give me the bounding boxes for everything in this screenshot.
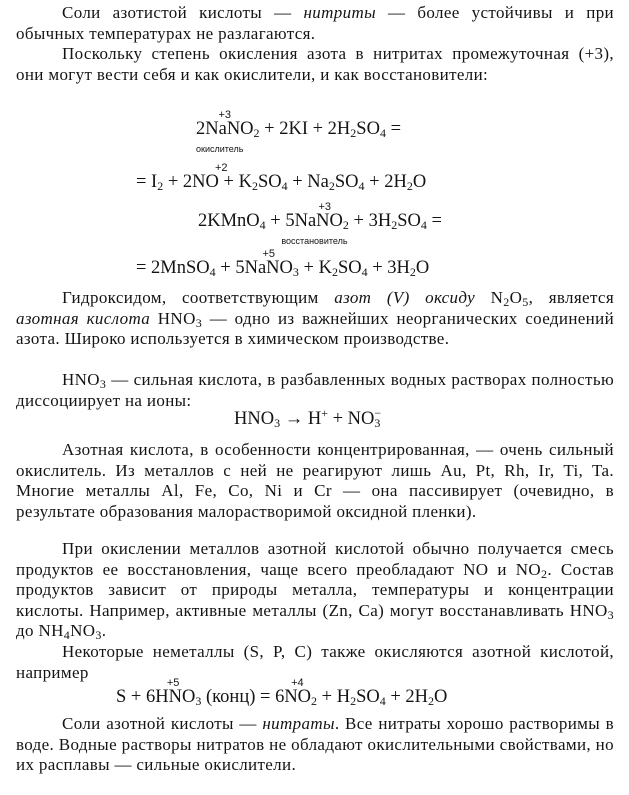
subscript: 2 [251, 179, 258, 193]
subscript: 3 [99, 377, 107, 391]
text: Азотная кислота, в особенности концентрированная, — очень сильный окислитель. Из металлов с ней не реагируют лишь Au, Pt, Rh, Ir, Ti, Ta. Многие металлы Al, Fe, Co, Ni и Cr — она пассивирует (очевидно, в результате образования малорастворимой оксидной пленки). [16, 440, 614, 521]
term-nitrates: нитраты [262, 714, 335, 733]
text: Гидроксидом, соответствующим [62, 288, 335, 307]
subscript: 4 [358, 179, 365, 193]
text: HNO [62, 370, 100, 389]
formula: → H [280, 409, 322, 429]
formula: 2NaNO [196, 119, 254, 139]
oxidation-state: +3 [318, 201, 332, 213]
subscript: 2 [406, 179, 413, 193]
formula: + K [298, 258, 332, 278]
formula: 6HNO [145, 687, 196, 707]
subscript: 3 [607, 607, 614, 622]
paragraph-nonmetals [16, 642, 614, 683]
formula: SO [337, 258, 362, 278]
text: N [475, 288, 504, 307]
subscript: 2 [311, 694, 318, 708]
text: . [101, 621, 107, 640]
subscript: 2 [331, 265, 338, 279]
paragraph-metal-oxidation [16, 539, 614, 642]
formula: O [434, 687, 448, 707]
reductant-formula [281, 201, 349, 246]
subscript: 4 [63, 628, 71, 642]
subscript: 3 [195, 315, 203, 330]
text: . Все нитраты хорошо растворимы в воде. Водные растворы нитратов не обладают окислительными свойствами, но их расплавы — сильные окислители. [16, 714, 615, 774]
subscript: 2 [350, 694, 357, 708]
formula: O [415, 258, 430, 278]
formula: + 3H [348, 211, 392, 231]
subscript: 2 [391, 218, 398, 232]
subscript: 3 [95, 628, 102, 642]
formula: SO [334, 172, 359, 192]
formula: + [215, 258, 236, 278]
oxidation-state: +5 [166, 677, 180, 689]
text: — более устойчивы и при обычных температурах не разлагаются. [16, 3, 614, 43]
formula: + 2KI + 2H [259, 119, 351, 139]
subscript: 4 [259, 218, 266, 232]
text: до NH [16, 621, 64, 640]
paragraph-nitrites-stability [16, 3, 614, 44]
text: HNO [150, 308, 196, 328]
oxidizer-label: окислитель [196, 144, 244, 154]
nitrate-formula [235, 248, 293, 279]
subscript: 3 [274, 416, 281, 430]
text: — сильная кислота, в разбавленных водных растворах полностью диссоциирует на ионы: [16, 370, 614, 410]
formula: + H [317, 687, 351, 707]
equation-line [198, 201, 442, 246]
subscript: 2 [428, 694, 435, 708]
oxidation-state: +3 [218, 109, 232, 121]
superscript: − [374, 406, 382, 420]
formula: = [385, 119, 402, 139]
subscript: 4 [420, 218, 427, 232]
subscript: 2 [503, 295, 510, 309]
term-nitrites: нитриты [303, 3, 376, 22]
subscript: 2 [328, 179, 335, 193]
text: Поскольку степень окисления азота в нитритах промежуточная (+3), они могут вести себя и как окислители, и как восстановители: [16, 44, 614, 84]
formula: 5NaNO [285, 211, 343, 231]
formula: + 2H [364, 172, 407, 192]
subscript: 3 [374, 416, 381, 430]
subscript: 5 [522, 295, 529, 309]
text: NO [70, 621, 96, 640]
nitric-acid-formula [145, 677, 196, 708]
paragraph-nitrates [16, 714, 614, 776]
subscript: 2 [540, 566, 548, 581]
formula: + [265, 211, 286, 231]
formula: + NO [328, 409, 375, 429]
formula: SO [397, 211, 421, 231]
subscript: 4 [379, 694, 386, 708]
subscript: 2 [409, 265, 416, 279]
reducer-label: восстановитель [281, 236, 348, 246]
text: Соли азотной кислоты — [62, 714, 263, 733]
formula: + 2H [385, 687, 429, 707]
text: . Состав продуктов зависит от природы металла, температуры и концентрации кислоты. Например, активные металлы (Zn, Ca) могут восстанавливать HNO [16, 559, 614, 620]
formula: + 2NO + K [163, 172, 252, 192]
equation-line [136, 162, 427, 193]
subscript: 3 [195, 694, 202, 708]
paragraph-nitric-acid [16, 288, 614, 350]
formula: O [412, 172, 427, 192]
paragraph-strong-acid [16, 370, 614, 411]
subscript: 4 [379, 126, 386, 140]
formula: (конц) = [201, 687, 276, 707]
formula: HNO [234, 409, 275, 429]
text: При окислении металлов азотной кислотой обычно получается смесь продуктов ее восстановления, чаще всего преобладают NO и NO [16, 539, 614, 579]
equation-line [136, 248, 430, 279]
oxidation-state: +2 [215, 162, 228, 174]
nitrogen-dioxide-formula [275, 677, 312, 708]
formula: 6NO [275, 687, 312, 707]
equation-line [196, 109, 402, 154]
superscript: + [321, 406, 328, 420]
formula: SO [356, 687, 380, 707]
formula: S + [116, 687, 146, 707]
oxidation-state: +4 [291, 677, 304, 689]
paragraph-oxidizer [16, 440, 614, 522]
subscript: 4 [209, 265, 216, 279]
text: , является [528, 288, 614, 307]
text: O [509, 288, 523, 307]
formula: = [426, 211, 442, 231]
formula: SO [257, 172, 282, 192]
text: Некоторые неметаллы (S, P, C) также окисляются азотной кислотой, например [16, 642, 614, 682]
subscript: 2 [157, 179, 164, 193]
equation-line [234, 408, 381, 430]
subscript: 2 [342, 218, 349, 232]
term-nitrogen-oxide: азот (V) оксиду [334, 288, 476, 307]
formula: = I [136, 172, 158, 192]
paragraph-oxidation-state [16, 44, 614, 85]
subscript: 3 [292, 265, 299, 279]
subscript: 4 [361, 265, 368, 279]
formula: + Na [287, 172, 329, 192]
text: Соли азотистой кислоты — [62, 3, 304, 22]
subscript: 2 [350, 126, 357, 140]
equation-line [116, 677, 448, 708]
term-nitric-acid: азотная кислота [16, 308, 151, 328]
formula: 2KMnO [198, 211, 260, 231]
formula: = 2MnSO [136, 258, 210, 278]
subscript: 2 [253, 126, 260, 140]
subscript: 4 [281, 179, 288, 193]
formula: SO [356, 119, 380, 139]
oxidant-formula [196, 109, 254, 154]
formula: 5NaNO [235, 258, 293, 278]
formula: + 3H [367, 258, 410, 278]
oxidation-state: +5 [262, 248, 276, 260]
text: — одно из важнейших неорганических соединений азота. Широко используется в химическом производстве. [16, 308, 615, 348]
